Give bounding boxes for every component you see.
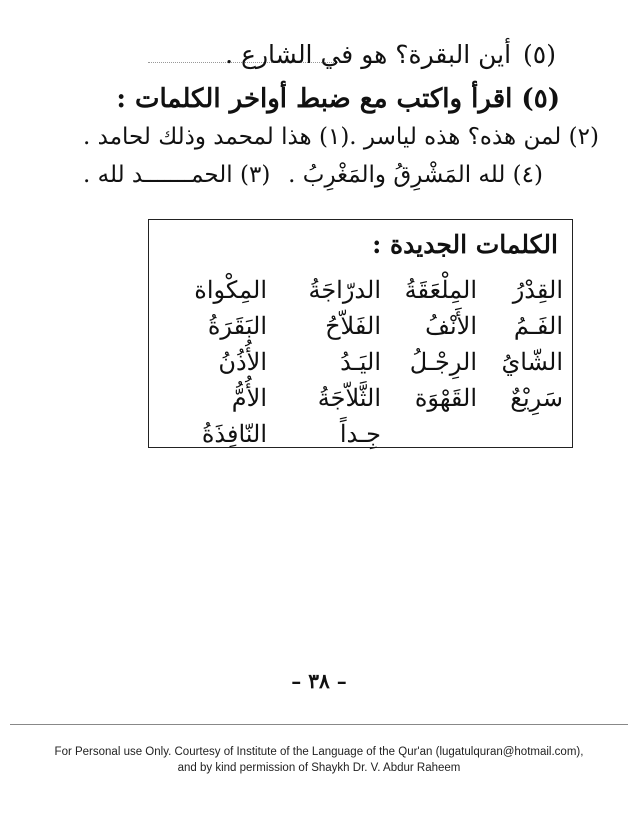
vocab-word: الثَّلاّجَةُ [317, 384, 381, 412]
vocab-word: الفَـمُ [513, 312, 563, 340]
vocabulary-box [148, 219, 573, 448]
question-5 [225, 40, 556, 69]
vocab-row [149, 416, 572, 452]
vocab-word: الدرّاجَةُ [308, 276, 381, 304]
vocab-word: القَهْوَة [414, 384, 477, 412]
footer-divider [10, 724, 628, 725]
vocab-row [149, 272, 572, 308]
vocab-word: القِدْرُ [512, 276, 563, 304]
vocab-row [149, 308, 572, 344]
vocabulary-title: الكلمات الجديدة : [372, 230, 558, 259]
footer-line-1: For Personal use Only. Courtesy of Institute of the Language of the Qur'an (lugatulquran@hotmail.com), [54, 746, 584, 758]
vocab-word: الشّايُ [501, 348, 563, 376]
vocab-word: الأَنْفُ [425, 312, 477, 340]
exercise-heading: (٥) اقرأ واكتب مع ضبط أواخر الكلمات : [116, 84, 560, 114]
page-number: – ٣٨ – [291, 669, 347, 693]
sentence-row [83, 162, 543, 188]
footer [0, 744, 638, 776]
vocab-word: الأُمُّ [231, 384, 267, 412]
question-5-number: (٥) [523, 40, 556, 69]
sentence-1: (١) هذا لمحمد وذلك لحامد . [83, 124, 350, 150]
vocab-row [149, 344, 572, 380]
vocab-word: الرِجْـلُ [409, 348, 477, 376]
sentence-2: (٢) لمن هذه؟ هذه لياسر . [349, 124, 599, 150]
vocabulary-grid [149, 272, 572, 452]
sentence-3: (٣) الحمـــــــد لله . [83, 162, 271, 188]
vocab-word: الفَلاّحُ [325, 312, 381, 340]
vocab-word: المِلْعَقَةُ [404, 276, 477, 304]
question-5-text: أين البقرة؟ هو في الشارع . [225, 40, 512, 69]
vocab-word: البَقَرَةُ [207, 312, 267, 340]
vocab-row [149, 380, 572, 416]
footer-line-2: and by kind permission of Shaykh Dr. V. Abdur Raheem [177, 762, 461, 774]
vocab-word: المِكْواة [194, 276, 267, 304]
vocab-word: اليَـدُ [340, 348, 381, 376]
vocab-word: جِـداً [339, 420, 381, 448]
vocab-word: النّافِذَةُ [201, 420, 267, 448]
vocab-word: سَرِيْعٌ [510, 384, 563, 412]
vocab-word: الأُذُنُ [218, 348, 267, 376]
sentence-row [83, 124, 599, 150]
sentence-4: (٤) لله المَشْرِقُ والمَغْرِبُ . [288, 162, 543, 188]
